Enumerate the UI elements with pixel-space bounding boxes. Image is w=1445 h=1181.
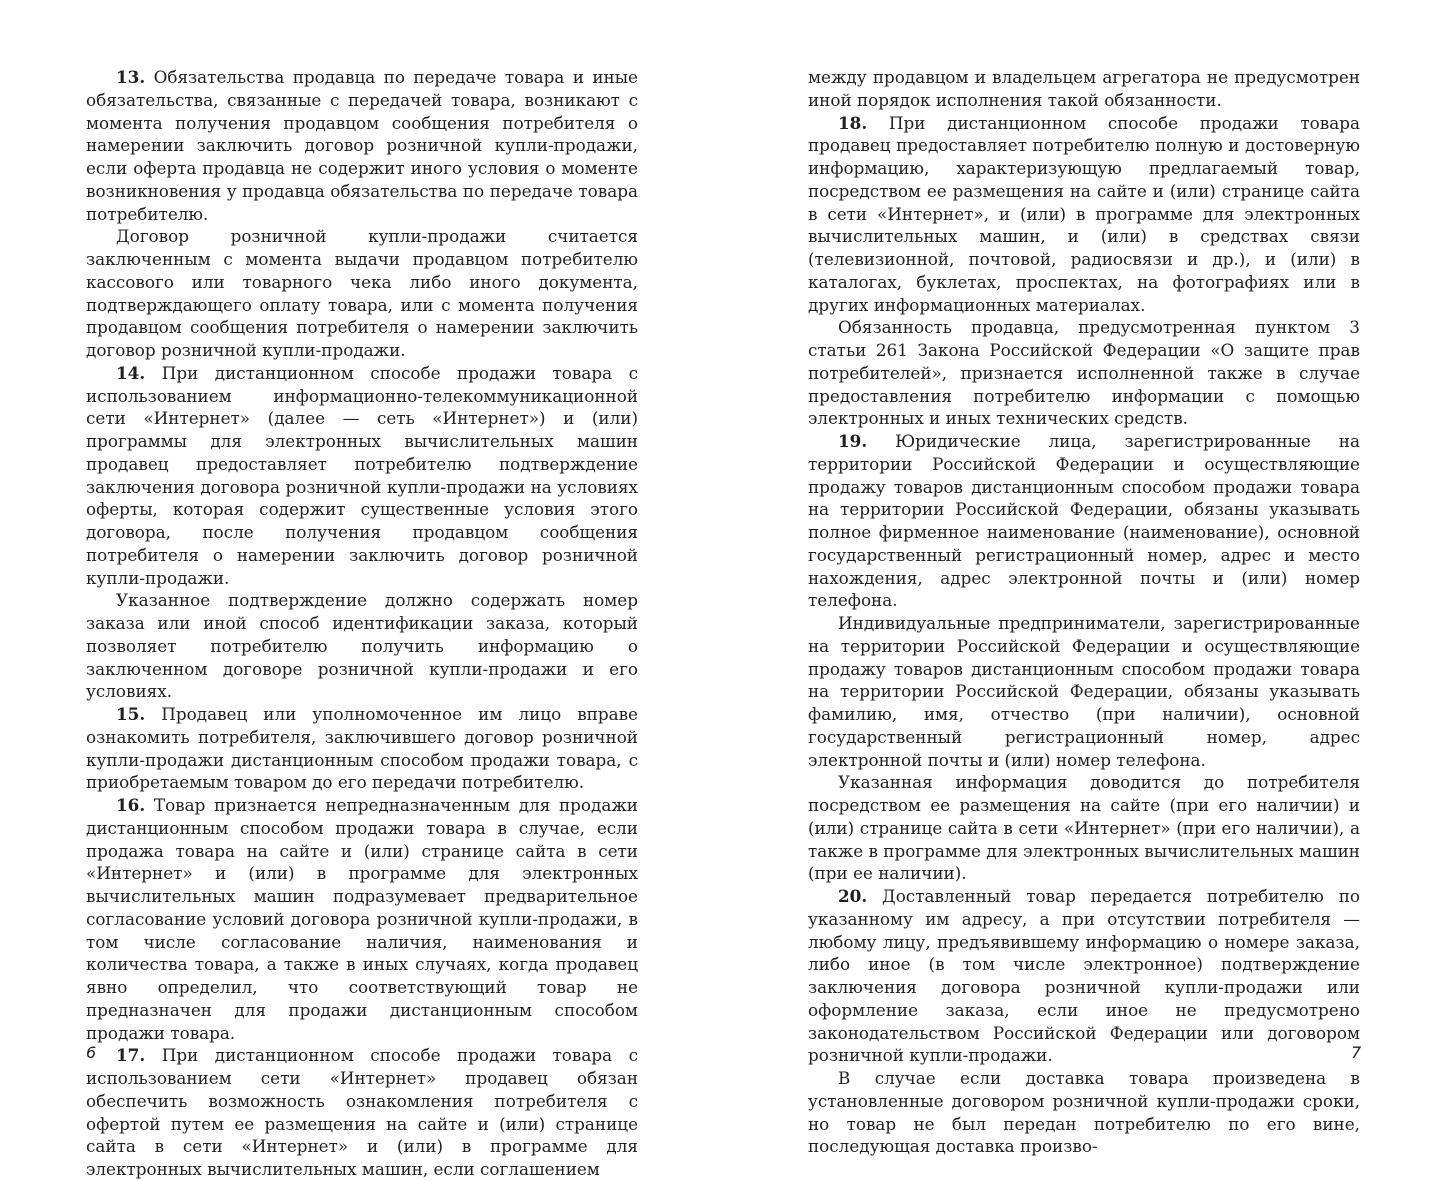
paragraph-13 [86,66,638,225]
paragraph [808,612,1360,771]
paragraph-text: Указанное подтверждение должно содержать номер заказа или иной способ идентификации заказа, который позволяет потребителю получить информацию о заключенном договоре розничной купли-продажи и его условиях. [86,590,638,702]
paragraph-text: Продавец или уполномоченное им лицо вправе ознакомить потребителя, заключившего договор розничной купли-продажи дистанционным способом продажи товара, с приобретаемым товаром до его передачи потребителю. [86,704,638,793]
paragraph-15 [86,703,638,794]
paragraph-16 [86,794,638,1044]
paragraph [86,589,638,703]
paragraph-19 [808,430,1360,612]
page-number-left: 6 [86,1043,97,1062]
clause-number: 19. [838,431,868,451]
paragraph-text: Договор розничной купли-продажи считается заключенным с момента выдачи продавцом потребителю кассового или товарного чека либо иного документа, подтверждающего оплату товара, или с момента получения продавцом сообщения потребителя о намерении заключить договор розничной купли-продажи. [86,226,638,360]
paragraph-text: Товар признается непредназначенным для продажи дистанционным способом продажи товара в случае, если продажа товара на сайте и (или) странице сайта в сети «Интернет» и (или) в программе для электронных вычислительных машин подразумевает предварительное согласование условий договора розничной купли-продажи, в том числе согласование наличия, наименования и количества товара, а также в иных случаях, когда продавец явно определил, что соответствующий товар не предназначен для продажи дистанционным способом продажи товара. [86,795,638,1043]
paragraph [808,771,1360,885]
paragraph-text: Юридические лица, зарегистрированные на территории Российской Федерации и осуществляющие продажу товаров дистанционным способом продажи товара на территории Российской Федерации, обязаны указывать полное фирменное наименование (наименование), основной государственный регистрационный номер, адрес и место нахождения, адрес электронной почты и (или) номер телефона. [808,431,1360,611]
left-page-text [86,66,638,1181]
paragraph-text: между продавцом и владельцем агрегатора не предусмотрен иной порядок исполнения такой обязанности. [808,67,1360,110]
paragraph-text: При дистанционном способе продажи товара с использованием информационно-телекоммуникационной сети «Интернет» (далее — сеть «Интернет») и (или) программы для электронных вычислительных машин продавец предоставляет потребителю подтверждение заключения договора розничной купли-продажи на условиях оферты, которая содержит существенные условия этого договора, после получения продавцом сообщения потребителя о намерении заключить договор розничной купли-продажи. [86,362,638,588]
paragraph-text: Обязательства продавца по передаче товара и иные обязательства, связанные с передачей товара, возникают с момента получения продавцом сообщения потребителя о намерении заключить договор розничной купли-продажи, если оферта продавца не содержит иного условия о моменте возникновения у продавца обязательства по передаче товара потребителю. [86,67,638,224]
paragraph-text: При дистанционном способе продажи товара с использованием сети «Интернет» продавец обязан обеспечить возможность ознакомления потребителя с офертой путем ее размещения на сайте и (или) странице сайта в сети «Интернет» и (или) в программе для электронных вычислительных машин, если соглашением [86,1045,638,1179]
paragraph [86,225,638,362]
paragraph-14 [86,362,638,590]
clause-number: 15. [116,704,146,724]
paragraph-text: Указанная информация доводится до потребителя посредством ее размещения на сайте (при его наличии) и (или) странице сайта в сети «Интернет» (при его наличии), а также в программе для электронных вычислительных машин (при ее наличии). [808,772,1360,884]
paragraph [808,316,1360,430]
paragraph [808,1067,1360,1158]
clause-number: 20. [838,886,868,906]
clause-number: 16. [116,795,146,815]
right-page-text [808,66,1360,1158]
paragraph-text: В случае если доставка товара произведена в установленные договором розничной купли-продажи сроки, но товар не был передан потребителю по его вине, последующая доставка произво- [808,1068,1360,1157]
clause-number: 13. [116,67,146,87]
paragraph-18 [808,112,1360,317]
clause-number: 17. [116,1045,146,1066]
paragraph-17 [86,1044,638,1181]
clause-number: 18. [838,112,868,133]
page-number-right: 7 [1351,1043,1362,1062]
paragraph-text: Доставленный товар передается потребителю по указанному им адресу, а при отсутствии потребителя — любому лицу, предъявившему информацию о номере заказа, либо иное (в том числе электронное) подтверждение заключения договора розничной купли-продажи или оформление заказа, если иное не предусмотрено законодательством Российской Федерации или договором розничной купли-продажи. [808,886,1360,1066]
paragraph-20 [808,885,1360,1067]
paragraph-text: При дистанционном способе продажи товара продавец предоставляет потребителю полную и достоверную информацию, характеризующую предлагаемый товар, посредством ее размещения на сайте и (или) странице сайта в сети «Интернет», и (или) в программе для электронных вычислительных машин, и (или) в средствах связи (телевизионной, почтовой, радиосвязи и др.), и (или) в каталогах, буклетах, проспектах, на фотографиях или в других информационных материалах. [808,112,1360,315]
continued-paragraph [808,66,1360,112]
clause-number: 14. [116,362,146,383]
paragraph-text: Обязанность продавца, предусмотренная пунктом 3 статьи 261 Закона Российской Федерации «О защите прав потребителей», признается исполненной также в случае предоставления потребителю информации с помощью электронных и иных технических средств. [808,317,1360,429]
paragraph-text: Индивидуальные предприниматели, зарегистрированные на территории Российской Федерации и осуществляющие продажу товаров дистанционным способом продажи товара на территории Российской Федерации, обязаны указывать фамилию, имя, отчество (при наличии), основной государственный регистрационный номер, адрес электронной почты и (или) номер телефона. [808,613,1360,770]
